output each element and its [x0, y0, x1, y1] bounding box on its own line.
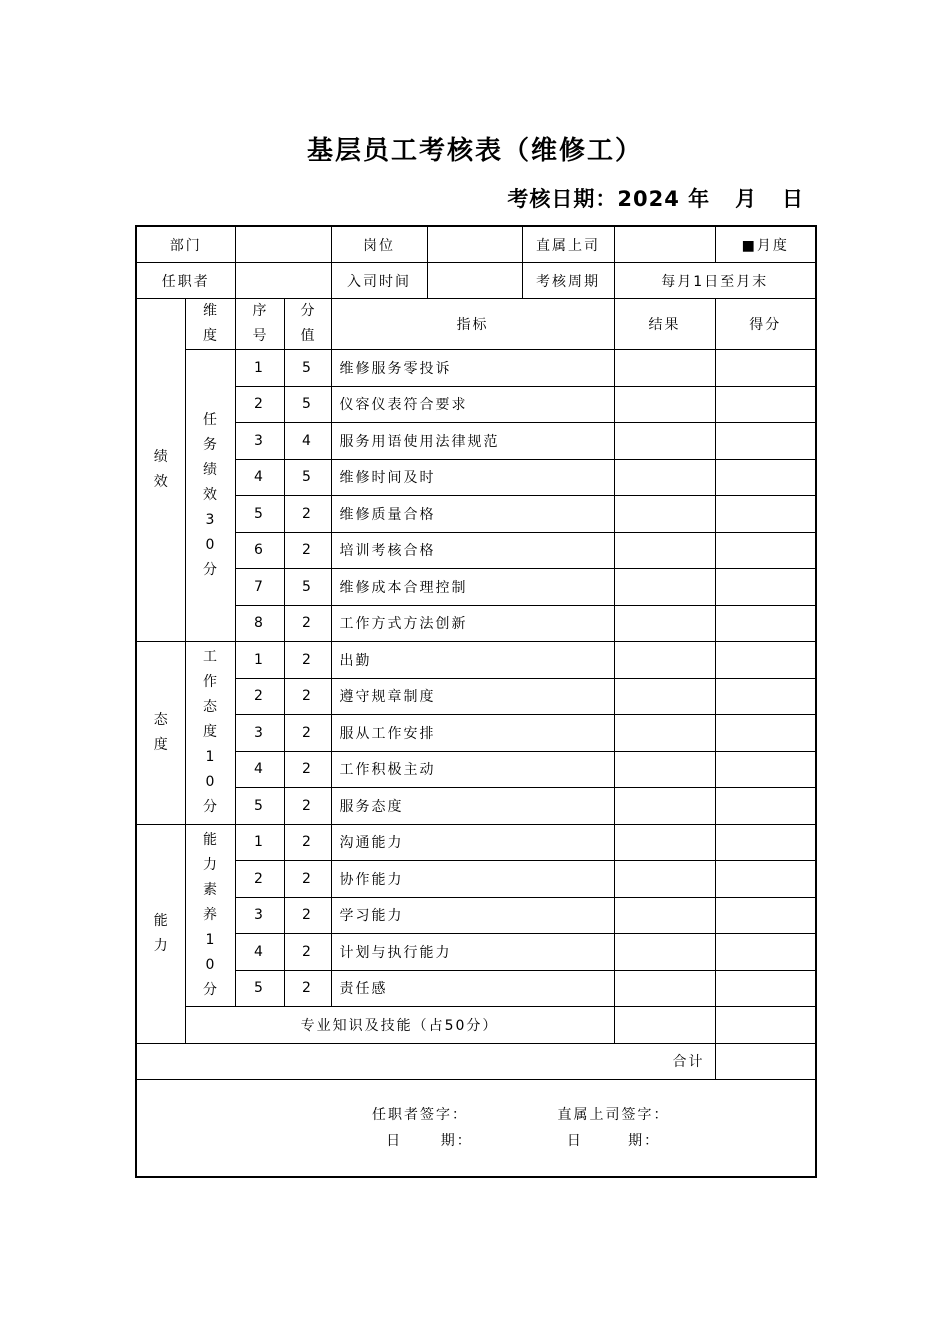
- points-field[interactable]: [715, 496, 816, 533]
- dimension-label-1-text: 工作态度10分: [202, 649, 217, 816]
- col-score-text: 分值: [300, 303, 315, 344]
- header-row-1: [136, 226, 816, 263]
- points-field[interactable]: [715, 459, 816, 496]
- seq-cell: 7: [235, 569, 284, 606]
- seq-cell: 2: [235, 386, 284, 423]
- points-field[interactable]: [715, 386, 816, 423]
- professional-row: [136, 1007, 816, 1044]
- signature-line: [137, 1102, 815, 1128]
- table-row: [136, 423, 816, 460]
- result-field[interactable]: [614, 642, 715, 679]
- result-field[interactable]: [614, 897, 715, 934]
- result-field[interactable]: [614, 678, 715, 715]
- score-cell: 2: [284, 496, 331, 533]
- table-row: [136, 970, 816, 1007]
- professional-result-field[interactable]: [614, 1007, 715, 1044]
- section-label-2-text: 能力: [153, 912, 168, 954]
- indicator-cell: 协作能力: [331, 861, 614, 898]
- total-label: 合计: [136, 1043, 715, 1079]
- col-score: [284, 299, 331, 350]
- points-field[interactable]: [715, 788, 816, 825]
- signature-area[interactable]: [136, 1079, 816, 1177]
- table-row: [136, 678, 816, 715]
- join-date-label: 入司时间: [331, 263, 427, 299]
- col-seq: [235, 299, 284, 350]
- result-field[interactable]: [614, 350, 715, 387]
- dimension-label-0-text: 任务绩效30分: [202, 412, 217, 578]
- score-cell: 2: [284, 824, 331, 861]
- seq-cell: 5: [235, 970, 284, 1007]
- seq-cell: 3: [235, 897, 284, 934]
- seq-cell: 5: [235, 496, 284, 533]
- section-label-2: [136, 824, 185, 1043]
- indicator-cell: 出勤: [331, 642, 614, 679]
- score-cell: 5: [284, 569, 331, 606]
- score-cell: 2: [284, 715, 331, 752]
- table-row: [136, 569, 816, 606]
- result-field[interactable]: [614, 824, 715, 861]
- result-field[interactable]: [614, 861, 715, 898]
- result-field[interactable]: [614, 496, 715, 533]
- table-row: [136, 496, 816, 533]
- score-cell: 2: [284, 605, 331, 642]
- seq-cell: 4: [235, 934, 284, 971]
- assessment-date: 考核日期：2024 年 月 日: [507, 187, 804, 211]
- col-indicator: 指标: [331, 299, 614, 350]
- section-label-0-text: 绩效: [153, 449, 168, 490]
- table-row: [136, 386, 816, 423]
- form-title: 基层员工考核表（维修工）: [306, 136, 643, 166]
- indicator-cell: 维修服务零投诉: [331, 350, 614, 387]
- score-cell: 5: [284, 350, 331, 387]
- indicator-cell: 学习能力: [331, 897, 614, 934]
- indicator-cell: 沟通能力: [331, 824, 614, 861]
- score-cell: 4: [284, 423, 331, 460]
- points-field[interactable]: [715, 824, 816, 861]
- seq-cell: 5: [235, 788, 284, 825]
- employee-field[interactable]: [235, 263, 331, 299]
- table-row: [136, 751, 816, 788]
- points-field[interactable]: [715, 934, 816, 971]
- result-field[interactable]: [614, 386, 715, 423]
- indicator-cell: 计划与执行能力: [331, 934, 614, 971]
- total-row: [136, 1043, 816, 1079]
- dimension-label-2-text: 能力素养10分: [202, 831, 217, 998]
- assessment-form-table: [135, 225, 817, 1178]
- indicator-cell: 维修质量合格: [331, 496, 614, 533]
- result-field[interactable]: [614, 970, 715, 1007]
- points-field[interactable]: [715, 715, 816, 752]
- indicator-cell: 服从工作安排: [331, 715, 614, 752]
- table-row: [136, 605, 816, 642]
- table-row: [136, 824, 816, 861]
- period-type: ■月度: [715, 226, 816, 263]
- table-row: [136, 642, 816, 679]
- section-label-1-text: 态度: [153, 711, 168, 753]
- date-line: [137, 1128, 815, 1154]
- dimension-label-2: [185, 824, 235, 1007]
- points-field[interactable]: [715, 861, 816, 898]
- indicator-cell: 仪容仪表符合要求: [331, 386, 614, 423]
- indicator-cell: 工作积极主动: [331, 751, 614, 788]
- post-label: 岗位: [331, 226, 427, 263]
- supervisor-field[interactable]: [614, 226, 715, 263]
- table-row: [136, 459, 816, 496]
- seq-cell: 3: [235, 423, 284, 460]
- points-field[interactable]: [715, 642, 816, 679]
- dept-label: 部门: [136, 226, 235, 263]
- col-dimension: [185, 299, 235, 350]
- professional-label: 专业知识及技能（占50分）: [185, 1007, 614, 1044]
- dimension-label-0: [185, 350, 235, 642]
- points-field[interactable]: [715, 897, 816, 934]
- score-cell: 2: [284, 532, 331, 569]
- result-field[interactable]: [614, 934, 715, 971]
- score-cell: 2: [284, 934, 331, 971]
- employee-sign-label: 任职者签字：: [372, 1106, 468, 1123]
- score-cell: 5: [284, 386, 331, 423]
- result-field[interactable]: [614, 459, 715, 496]
- points-field[interactable]: [715, 678, 816, 715]
- indicator-cell: 遵守规章制度: [331, 678, 614, 715]
- seq-cell: 4: [235, 751, 284, 788]
- cycle-value: 每月1日至月末: [614, 263, 816, 299]
- seq-cell: 6: [235, 532, 284, 569]
- indicator-cell: 服务态度: [331, 788, 614, 825]
- seq-cell: 4: [235, 459, 284, 496]
- seq-cell: 3: [235, 715, 284, 752]
- header-row-2: [136, 263, 816, 299]
- indicator-cell: 培训考核合格: [331, 532, 614, 569]
- supervisor-label: 直属上司: [522, 226, 614, 263]
- col-dimension-text: 维度: [202, 303, 217, 344]
- indicator-cell: 服务用语使用法律规范: [331, 423, 614, 460]
- employee-label: 任职者: [136, 263, 235, 299]
- points-field[interactable]: [715, 605, 816, 642]
- score-cell: 2: [284, 861, 331, 898]
- result-field[interactable]: [614, 605, 715, 642]
- cycle-label: 考核周期: [522, 263, 614, 299]
- score-cell: 2: [284, 642, 331, 679]
- table-row: [136, 532, 816, 569]
- result-field[interactable]: [614, 569, 715, 606]
- points-field[interactable]: [715, 423, 816, 460]
- join-date-field[interactable]: [427, 263, 522, 299]
- col-points: 得分: [715, 299, 816, 350]
- signature-row: [136, 1079, 816, 1177]
- result-field[interactable]: [614, 423, 715, 460]
- employee-date-label: 日 期：: [386, 1132, 473, 1149]
- post-field[interactable]: [427, 226, 522, 263]
- table-row: [136, 715, 816, 752]
- section-label-0: [136, 299, 185, 642]
- total-field[interactable]: [715, 1043, 816, 1079]
- indicator-cell: 维修时间及时: [331, 459, 614, 496]
- score-cell: 2: [284, 897, 331, 934]
- score-cell: 2: [284, 788, 331, 825]
- points-field[interactable]: [715, 970, 816, 1007]
- score-cell: 5: [284, 459, 331, 496]
- seq-cell: 1: [235, 642, 284, 679]
- col-result: 结果: [614, 299, 715, 350]
- table-row: [136, 934, 816, 971]
- table-row: [136, 897, 816, 934]
- table-row: [136, 861, 816, 898]
- table-row: [136, 788, 816, 825]
- score-cell: 2: [284, 751, 331, 788]
- supervisor-date-label: 日 期：: [566, 1132, 661, 1149]
- points-field[interactable]: [715, 532, 816, 569]
- points-field[interactable]: [715, 350, 816, 387]
- dept-field[interactable]: [235, 226, 331, 263]
- professional-points-field[interactable]: [715, 1007, 816, 1044]
- column-header-row: [136, 299, 816, 350]
- result-field[interactable]: [614, 532, 715, 569]
- seq-cell: 8: [235, 605, 284, 642]
- table-row: [136, 350, 816, 387]
- seq-cell: 1: [235, 350, 284, 387]
- dimension-label-1: [185, 642, 235, 825]
- seq-cell: 2: [235, 861, 284, 898]
- seq-cell: 1: [235, 824, 284, 861]
- points-field[interactable]: [715, 751, 816, 788]
- score-cell: 2: [284, 970, 331, 1007]
- score-cell: 2: [284, 678, 331, 715]
- result-field[interactable]: [614, 751, 715, 788]
- col-seq-text: 序号: [252, 303, 267, 344]
- result-field[interactable]: [614, 788, 715, 825]
- supervisor-sign-label: 直属上司签字：: [557, 1106, 670, 1123]
- indicator-cell: 维修成本合理控制: [331, 569, 614, 606]
- points-field[interactable]: [715, 569, 816, 606]
- section-label-1: [136, 642, 185, 825]
- indicator-cell: 责任感: [331, 970, 614, 1007]
- indicator-cell: 工作方式方法创新: [331, 605, 614, 642]
- seq-cell: 2: [235, 678, 284, 715]
- result-field[interactable]: [614, 715, 715, 752]
